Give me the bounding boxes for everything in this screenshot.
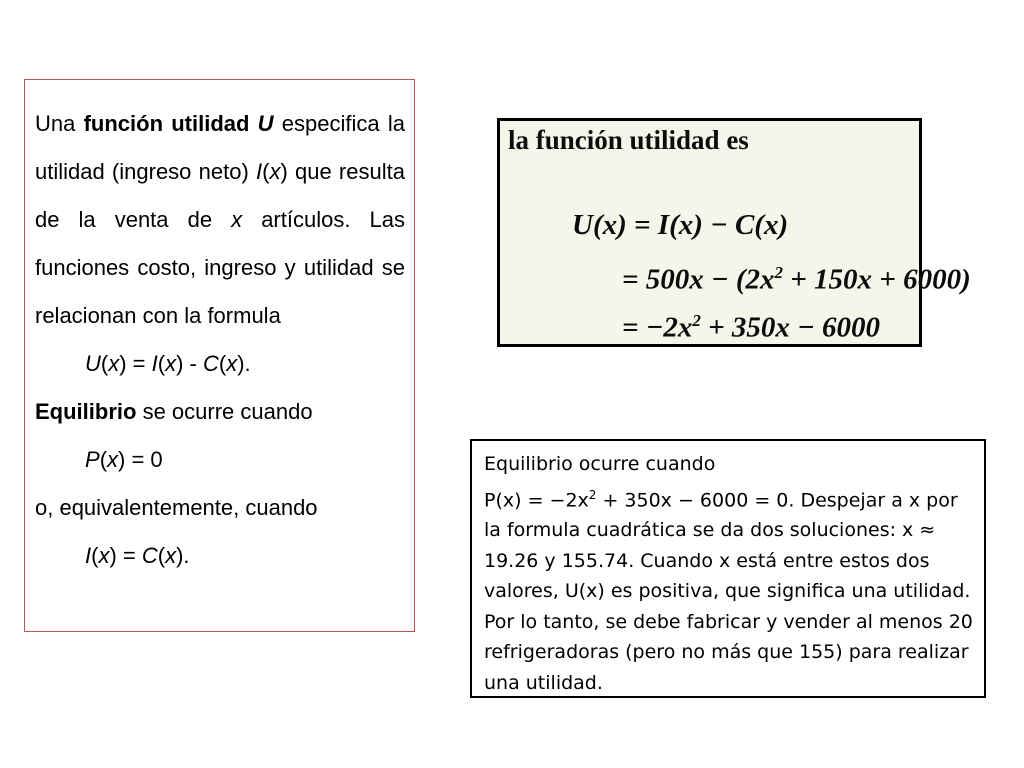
line3-exponent: 2 [692, 311, 701, 330]
formula-x5: x [98, 543, 110, 568]
formula-x6: x [165, 543, 177, 568]
utility-formula: U(x) = I(x) - C(x). [85, 351, 251, 376]
equilibrium-body-text: + 350x − 6000 = 0. Despejar a x por la formula cuadrática se da dos soluciones: x ≈ 19.26 y 155.74. Cuando x está entre estos dos valores, U(x) es positiva, que significa una utilidad. Por lo tanto, se debe fabricar y vender al menos 20 refrigeradoras (pero no más que 155) para realizar una utilidad. [484, 488, 973, 694]
line2-prefix: = 500x − (2x [622, 263, 775, 296]
p-equals-zero: = 0 [131, 447, 163, 472]
formula-i-2: I [85, 543, 92, 568]
variable-x-2: x [231, 207, 243, 232]
equilibrium-body-prefix: P(x) = −2x [484, 488, 589, 511]
intro-word: Una [35, 111, 76, 136]
formula-image-title: la función utilidad es [508, 125, 749, 155]
formula-c: C [202, 351, 219, 376]
equivalently-line: o, equivalentemente, cuando [35, 495, 318, 520]
equilibrium-term: Equilibrio [35, 399, 137, 424]
formula-image-line-1: U(x) = I(x) − C(x) [572, 209, 789, 241]
formula-p: P [85, 447, 100, 472]
formula-x2: x [165, 351, 177, 376]
formula-image-line-2 [622, 263, 971, 297]
profit-zero-formula: P(x) = 0 [85, 447, 163, 472]
definition-paragraph: Una función utilidad U especifica la utilidad (ingreso neto) I(x) que resulta de la venta de x artículos. Las funciones costo, ingreso y utilidad se relacionan con la formula [35, 111, 405, 328]
equilibrium-body-exponent: 2 [588, 487, 597, 502]
equilibrium-body [484, 480, 974, 699]
income-fn-name: I [256, 159, 263, 184]
after-x-text: artículos. Las funciones costo, ingreso y utilidad se relacionan con la formula [35, 207, 405, 328]
equilibrium-heading: Equilibrio ocurre cuando [484, 453, 716, 475]
equilibrium-box [470, 439, 986, 698]
equilibrium-line [35, 388, 405, 436]
variable-x: x [269, 159, 281, 184]
line2-suffix: + 150x + 6000) [783, 263, 971, 296]
utility-formula-image [497, 118, 971, 347]
term-variable-u: U [257, 111, 274, 136]
income-equals-cost-formula: I(x) = C(x). [85, 543, 190, 568]
equilibrium-rest: se ocurre cuando [142, 399, 313, 424]
formula-c-2: C [141, 543, 158, 568]
line3-prefix: = −2x [622, 311, 693, 344]
term-utility-function: función utilidad [83, 111, 250, 136]
after-income-text: que resulta de la venta de [35, 159, 405, 232]
formula-x1: x [108, 351, 120, 376]
line3-suffix: + 350x − 6000 [700, 311, 880, 344]
definition-box [24, 79, 415, 632]
formula-x3: x [226, 351, 238, 376]
intro-rest: especifica la utilidad (ingreso neto) [35, 111, 405, 184]
formula-image-line-3 [622, 311, 880, 345]
formula-i: I [151, 351, 158, 376]
formula-x4: x [107, 447, 119, 472]
formula-u: U [85, 351, 101, 376]
line2-exponent: 2 [774, 263, 784, 282]
